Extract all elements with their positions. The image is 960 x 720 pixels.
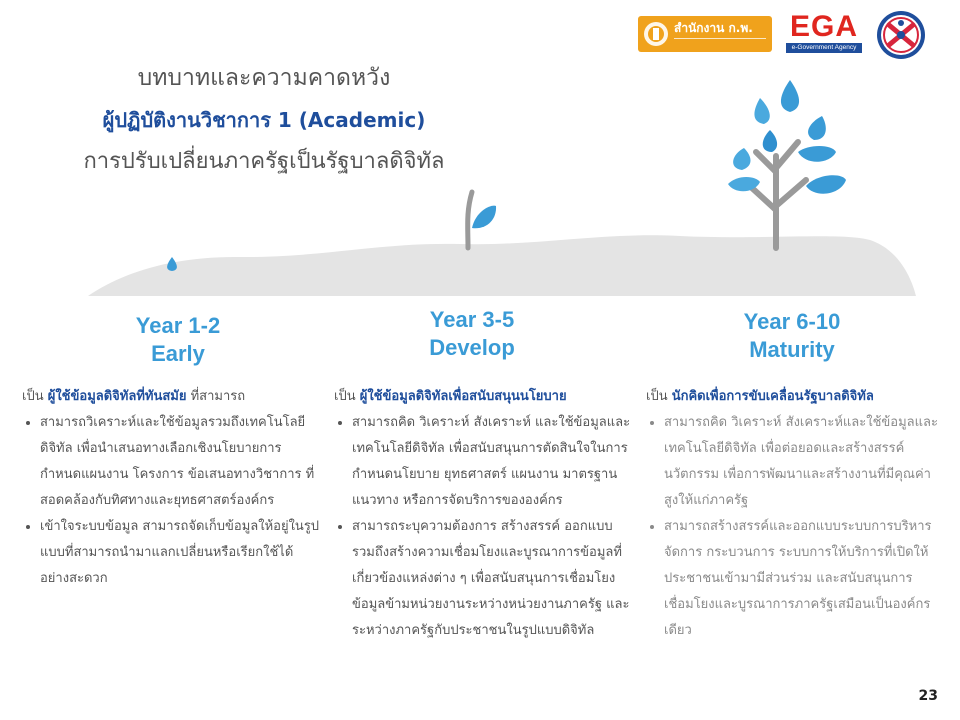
sprout-icon bbox=[468, 192, 496, 248]
stage-3-heading bbox=[712, 308, 872, 364]
ground-hill bbox=[88, 235, 916, 296]
stage-2-intro-prefix: เป็น bbox=[334, 389, 360, 404]
stage-1-intro-prefix: เป็น bbox=[22, 389, 48, 404]
list-item: • เข้าใจระบบข้อมูล สามารถจัดเก็บข้อมูลให้อยู่ในรูปแบบที่สามารถนำมาแลกเปลี่ยนหรือเรียกใช้ได้อย่างสะดวก bbox=[40, 514, 320, 592]
page-number: 23 bbox=[918, 688, 938, 704]
stage-1-label: Early bbox=[151, 341, 205, 366]
seed-droplet-icon bbox=[167, 257, 177, 271]
list-item: • สามารถสร้างสรรค์และออกแบบระบบการบริหารจัดการ กระบวนการ ระบบการให้บริการที่เปิดให้ประชาชนเข้ามามีส่วนร่วม และสนับสนุนการเชื่อมโยงและบูรณาการภาครัฐเสมือนเป็นองค์กรเดียว bbox=[664, 514, 942, 644]
stage-2-description bbox=[334, 384, 634, 644]
list-item: • สามารถคิด วิเคราะห์ สังเคราะห์และใช้ข้อมูลและเทคโนโลยีดิจิทัล เพื่อต่อยอดและสร้างสรรค์นวัตกรรม เพื่อการพัฒนาและสร้างงานที่มีคุณค่าสูงให้แก่ภาครัฐ bbox=[664, 410, 942, 514]
stage-2-heading bbox=[402, 306, 542, 362]
stage-3-intro-prefix: เป็น bbox=[646, 389, 672, 404]
stage-1-year: Year 1-2 bbox=[135, 313, 221, 338]
ocsc-logo-text: สำนักงาน ก.พ. bbox=[674, 21, 753, 35]
stage-1-bullets bbox=[22, 410, 320, 592]
ocsc-logo bbox=[638, 16, 772, 52]
title-line-3: การปรับเปลี่ยนภาครัฐเป็นรัฐบาลดิจิทัล bbox=[83, 149, 445, 174]
stage-2-intro bbox=[334, 384, 634, 410]
stage-3-label: Maturity bbox=[749, 337, 835, 362]
ega-logo-text: EGA bbox=[789, 10, 858, 43]
title-line-2: ผู้ปฏิบัติงานวิชาการ 1 (Academic) bbox=[102, 108, 426, 132]
stage-3-year: Year 6-10 bbox=[743, 309, 841, 334]
title-line-1: บทบาทและความคาดหวัง bbox=[137, 65, 391, 91]
stage-2-year: Year 3-5 bbox=[429, 307, 515, 332]
stage-1-intro bbox=[22, 384, 320, 410]
growth-landscape-illustration bbox=[0, 60, 960, 310]
ega-logo bbox=[784, 12, 864, 56]
stage-1-intro-suffix: ที่สามารถ bbox=[186, 389, 246, 404]
stage-1-intro-highlight: ผู้ใช้ข้อมูลดิจิทัลที่ทันสมัย bbox=[47, 389, 187, 404]
stage-1-description bbox=[22, 384, 320, 592]
stage-3-description bbox=[646, 384, 942, 644]
stage-1-heading bbox=[108, 312, 248, 368]
stage-2-bullets bbox=[334, 410, 634, 644]
list-item: • สามารถวิเคราะห์และใช้ข้อมูลรวมถึงเทคโนโลยีดิจิทัล เพื่อนำเสนอทางเลือกเชิงนโยบายการกำหนดแผนงาน โครงการ ข้อเสนอทางวิชาการ ที่สอดคล้องกับทิศทางและยุทธศาสตร์องค์กร bbox=[40, 410, 320, 514]
list-item: • สามารถคิด วิเคราะห์ สังเคราะห์ และใช้ข้อมูลและเทคโนโลยีดิจิทัล เพื่อสนับสนุนการตัดสินใจในการกำหนดนโยบาย ยุทธศาสตร์ แผนงาน มาตรฐานแนวทาง หรือการจัดบริการขององค์กร bbox=[352, 410, 634, 514]
stage-3-intro bbox=[646, 384, 942, 410]
list-item: • สามารถระบุความต้องการ สร้างสรรค์ ออกแบบรวมถึงสร้างความเชื่อมโยงและบูรณาการข้อมูลที่เกี่ยวข้องแหล่งต่าง ๆ เพื่อสนับสนุนการเชื่อมโยงข้อมูลข้ามหน่วยงานระหว่างหน่วยงานภาครัฐ และระหว่างภาครัฐกับประชาชนในรูปแบบดิจิทัล bbox=[352, 514, 634, 644]
stage-2-intro-highlight: ผู้ใช้ข้อมูลดิจิทัลเพื่อสนับสนุนนโยบาย bbox=[359, 389, 567, 404]
ocsc-emblem-icon bbox=[642, 20, 670, 48]
ega-logo-subtitle: e-Government Agency bbox=[786, 43, 862, 53]
ocsc-logo-subline bbox=[674, 38, 766, 46]
stage-3-bullets bbox=[646, 410, 942, 644]
stage-2-label: Develop bbox=[429, 335, 515, 360]
tpqi-seal-icon bbox=[876, 10, 926, 60]
stage-3-intro-highlight: นักคิดเพื่อการขับเคลื่อนรัฐบาลดิจิทัล bbox=[671, 389, 874, 404]
